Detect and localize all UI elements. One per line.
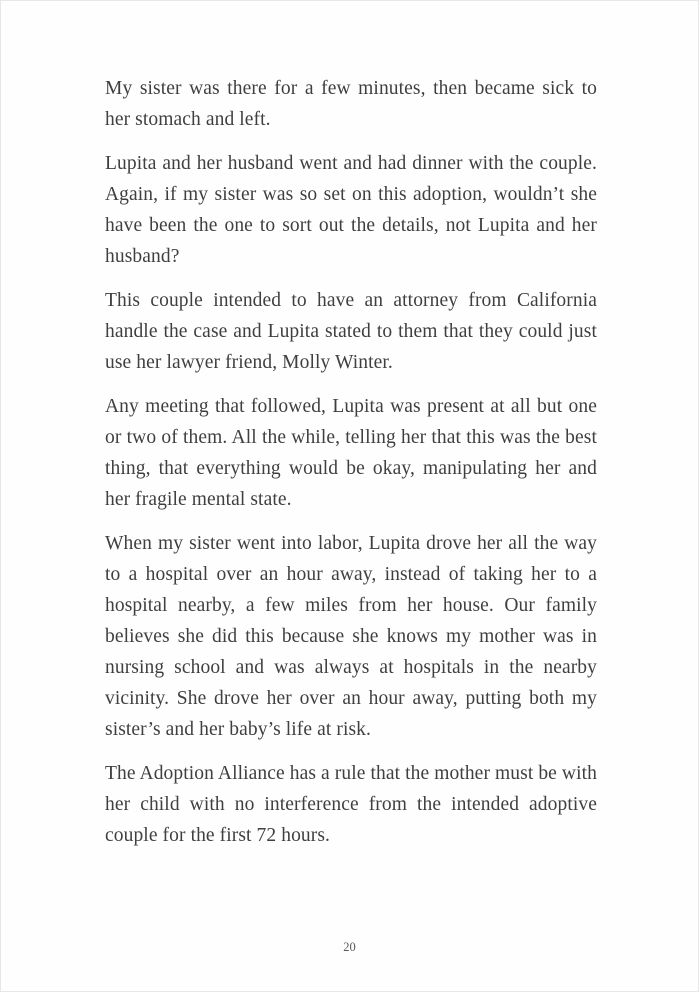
page-number: 20	[343, 940, 356, 954]
page-content	[105, 73, 597, 864]
paragraph: This couple intended to have an attorney from California handle the case and Lupita stated to them that they could just use her lawyer friend, Molly Winter.	[105, 290, 597, 373]
paragraph: Any meeting that followed, Lupita was present at all but one or two of them. All the while, telling her that this was the best thing, that everything would be okay, manipulating her and her fragile mental state.	[105, 396, 597, 510]
paragraph: The Adoption Alliance has a rule that the mother must be with her child with no interference from the intended adoptive couple for the first 72 hours.	[105, 763, 597, 846]
paragraph: Lupita and her husband went and had dinner with the couple. Again, if my sister was so set on this adoption, wouldn’t she have been the one to sort out the details, not Lupita and her husband?	[105, 153, 597, 267]
paragraph: My sister was there for a few minutes, then became sick to her stomach and left.	[105, 78, 597, 130]
paragraph: When my sister went into labor, Lupita drove her all the way to a hospital over an hour away, instead of taking her to a hospital nearby, a few miles from her house. Our family believes she did this because she knows my mother was in nursing school and was always at hospitals in the nearby vicinity. She drove her over an hour away, putting both my sister’s and her baby’s life at risk.	[105, 533, 597, 740]
